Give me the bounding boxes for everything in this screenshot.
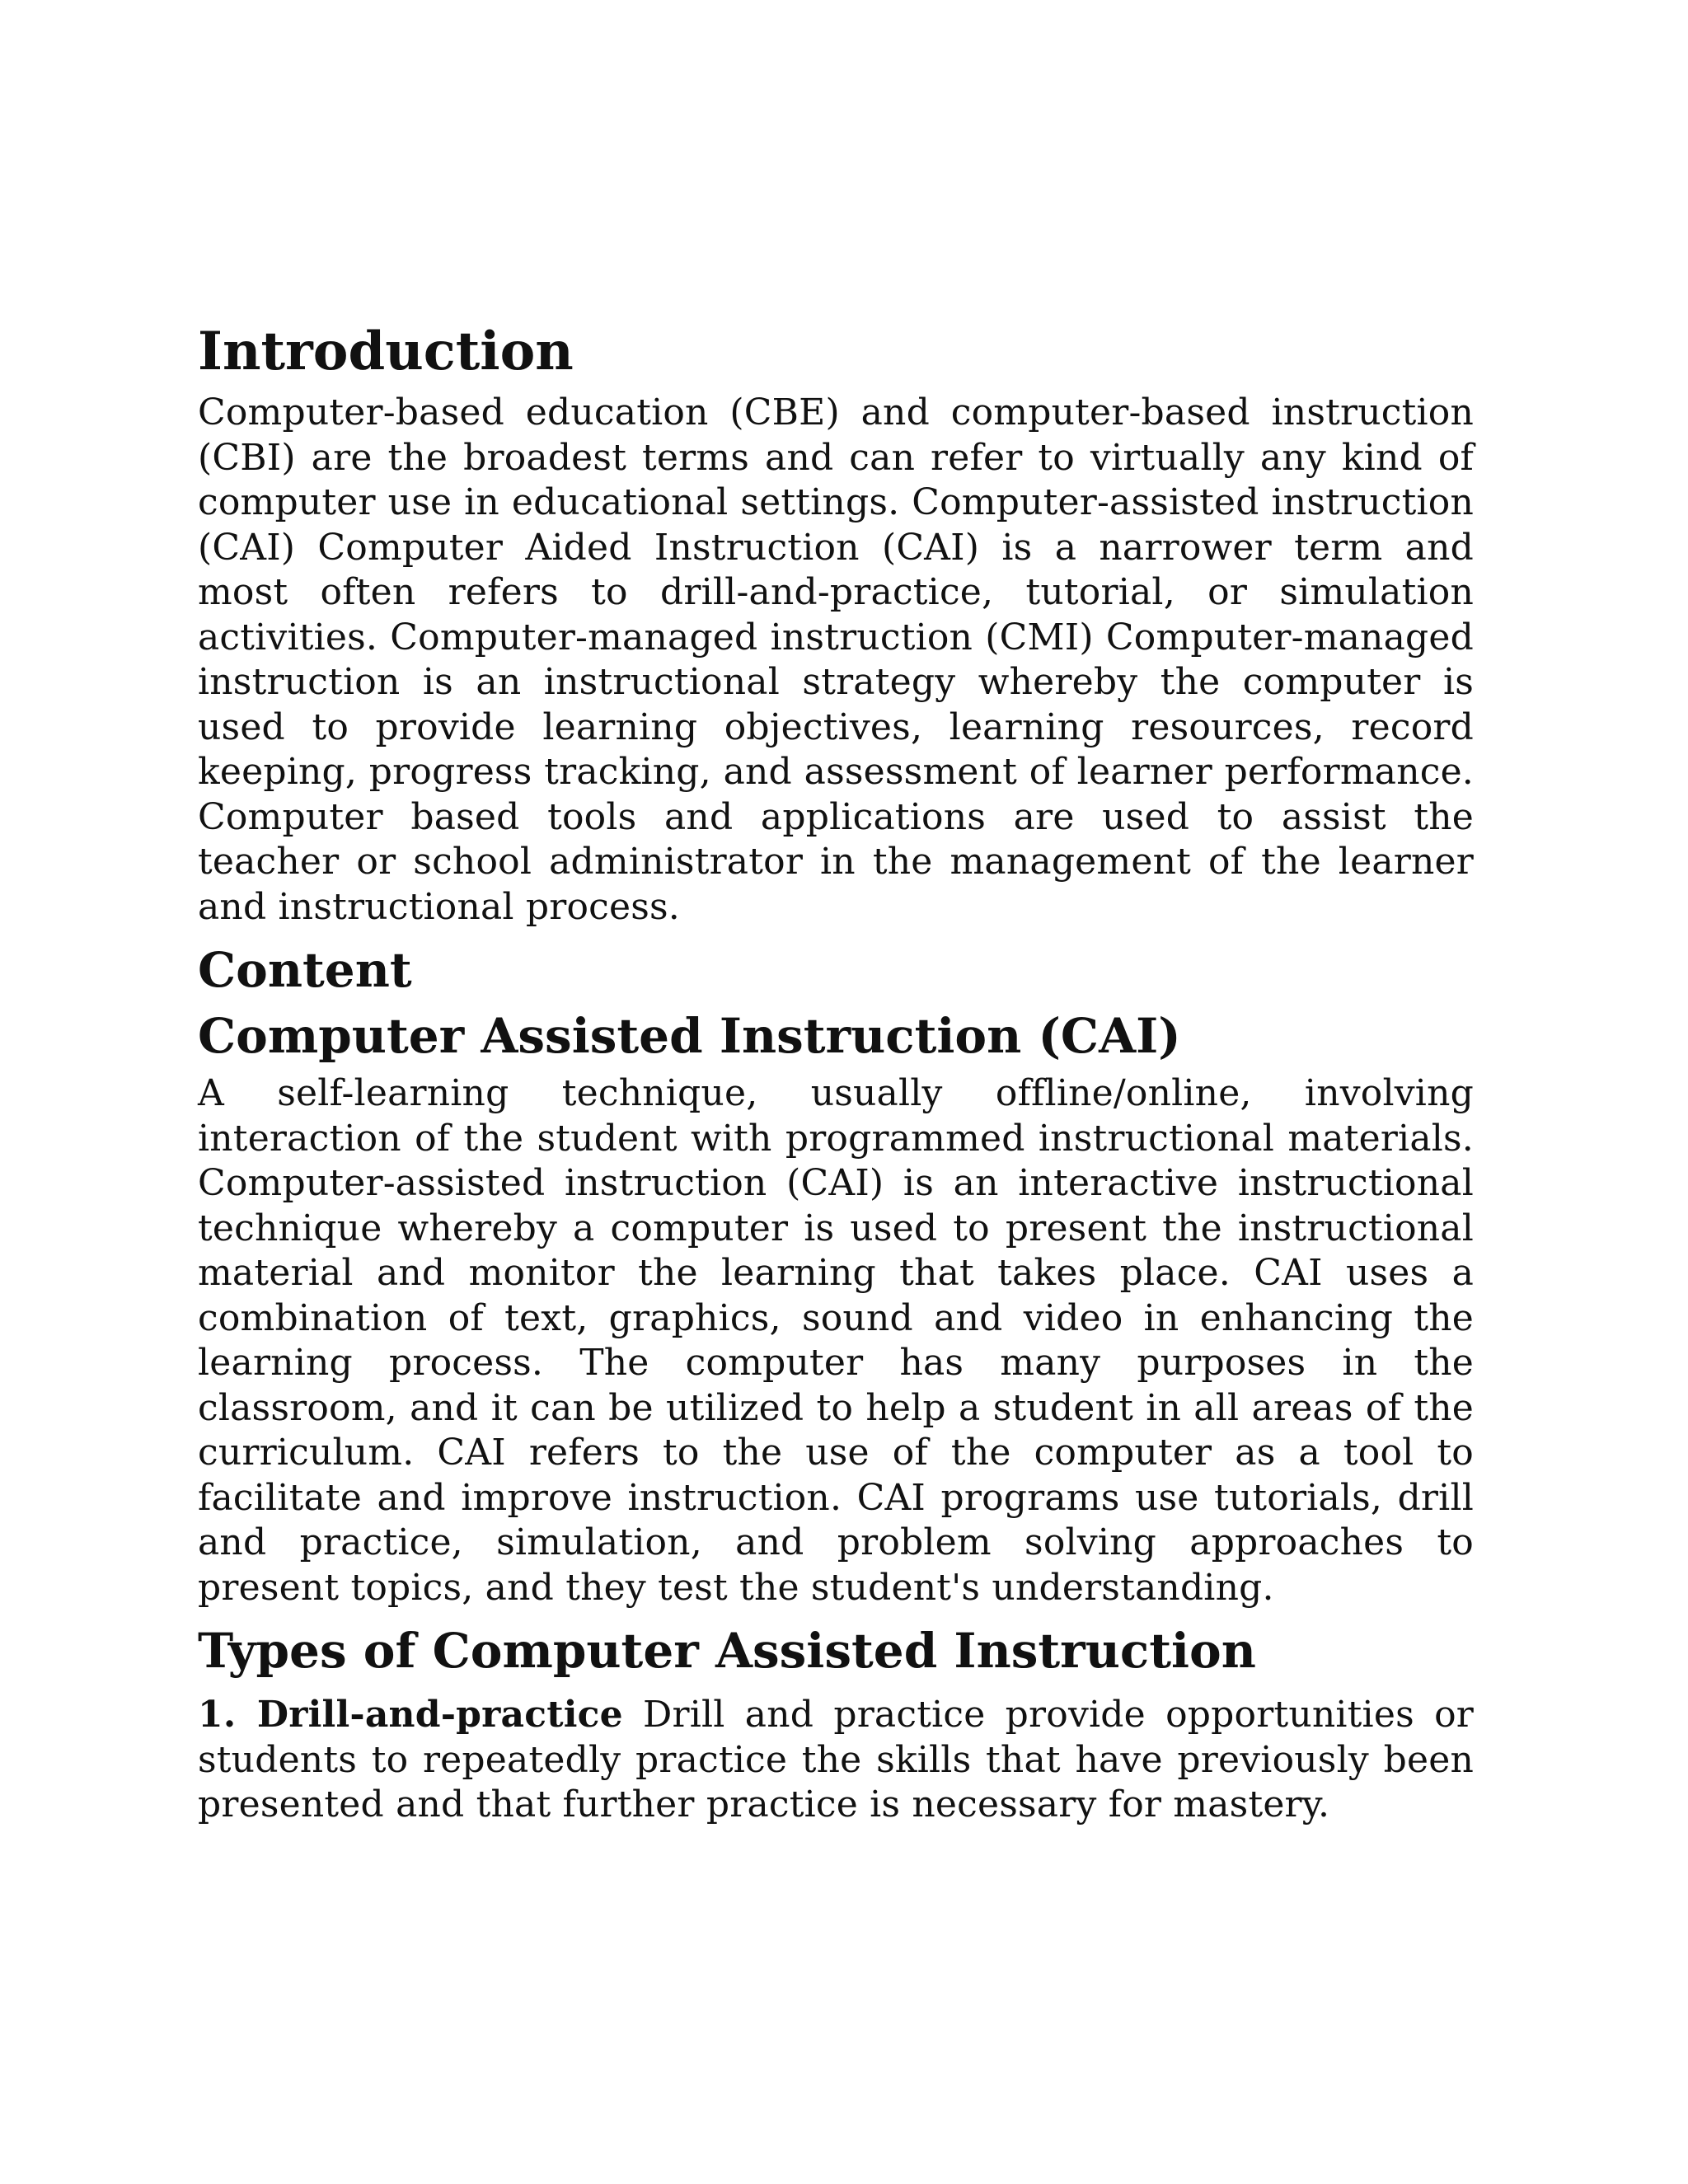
list-item-label: 1. Drill-and-practice: [198, 1694, 623, 1736]
content-heading: Content: [198, 942, 412, 998]
cai-heading: Computer Assisted Instruction (CAI): [198, 1008, 1181, 1064]
types-heading: Types of Computer Assisted Instruction: [198, 1623, 1256, 1679]
introduction-heading: Introduction: [198, 321, 574, 382]
cai-paragraph: A self-learning technique, usually offline/online, involving interaction of the student with programmed instructional materials. Computer-assisted instruction (CAI) is an interactive instructional technique whereby a computer is used to present the instructional material and monitor the learning that takes place. CAI uses a combination of text, graphics, sound and video in enhancing the learning process. The computer has many purposes in the classroom, and it can be utilized to help a student in all areas of the curriculum. CAI refers to the use of the computer as a tool to facilitate and improve instruction. CAI programs use tutorials, drill and practice, simulation, and problem solving approaches to present topics, and they test the student's understanding.: [198, 1072, 1474, 1609]
introduction-paragraph: Computer-based education (CBE) and computer-based instruction (CBI) are the broadest terms and can refer to virtually any kind of computer use in educational settings. Computer-assisted instruction (CAI) Computer Aided Instruction (CAI) is a narrower term and most often refers to drill-and-practice, tutorial, or simulation activities. Computer-managed instruction (CMI) Computer-managed instruction is an instructional strategy whereby the computer is used to provide learning objectives, learning resources, record keeping, progress tracking, and assessment of learner performance. Computer based tools and applications are used to assist the teacher or school administrator in the management of the learner and instructional process.: [198, 391, 1474, 928]
document-page: [198, 320, 1474, 1828]
list-item-text: Drill and practice provide opportunities or students to repeatedly practice the skills that have previously been presented and that further practice is necessary for mastery.: [198, 1694, 1474, 1825]
list-item: [198, 1693, 1474, 1828]
